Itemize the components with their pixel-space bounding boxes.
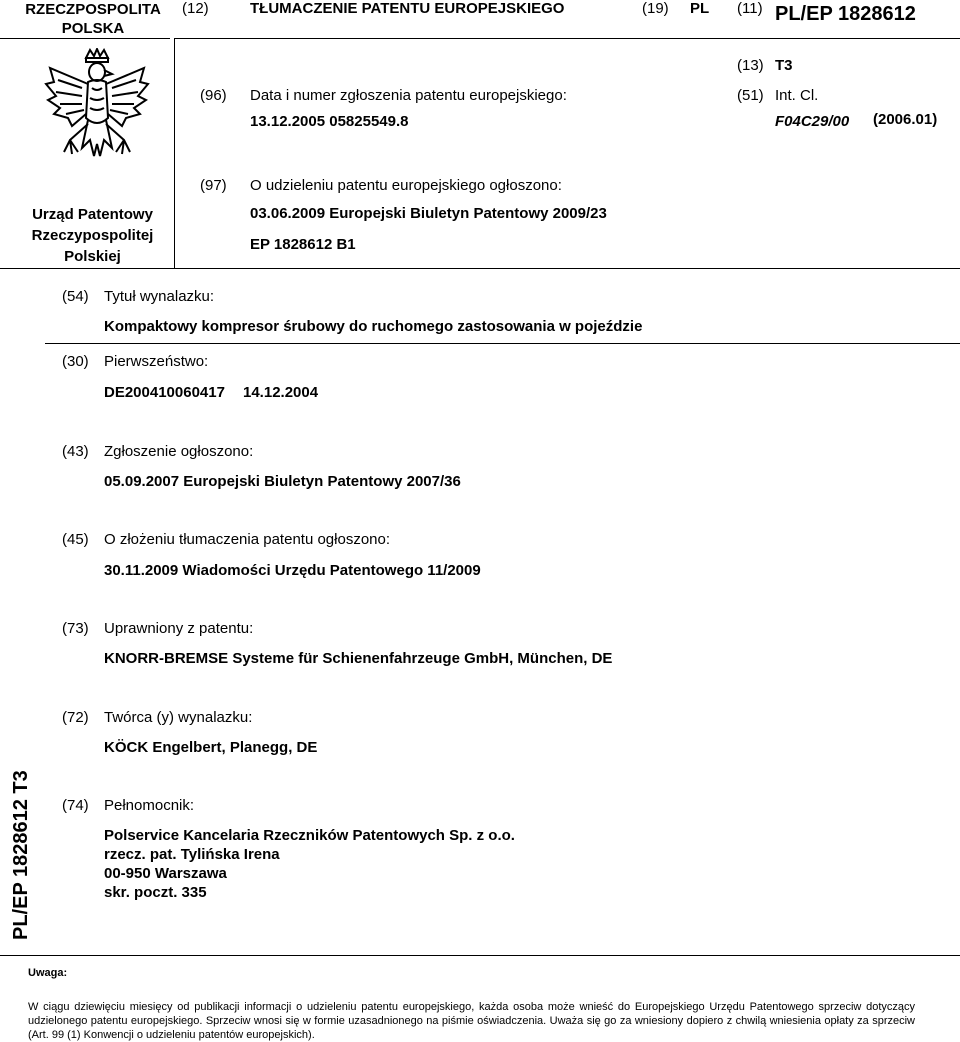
priority-date: 14.12.2004	[243, 384, 319, 401]
code-74: (74)	[62, 797, 89, 814]
code-51: (51)	[737, 87, 764, 104]
document-type: TŁUMACZENIE PATENTU EUROPEJSKIEGO	[250, 0, 565, 17]
office-name: Urząd Patentowy Rzeczypospolitej Polskiej	[31, 206, 154, 265]
code-43: (43)	[62, 443, 89, 460]
grant-label: O udzieleniu patentu europejskiego ogłoszono:	[250, 177, 562, 194]
code-19: (19)	[642, 0, 669, 17]
country-name: RZECZPOSPOLITA POLSKA	[25, 1, 161, 37]
translation-label: O złożeniu tłumaczenia patentu ogłoszono:	[104, 531, 391, 548]
grant-value: 03.06.2009 Europejski Biuletyn Patentowy 2009/23	[250, 205, 607, 222]
inventor-value: KÖCK Engelbert, Planegg, DE	[104, 739, 318, 756]
header-divider-left	[0, 38, 170, 39]
country-code: PL	[690, 0, 710, 17]
header-divider-right	[175, 38, 960, 39]
patent-number: PL/EP 1828612	[775, 3, 916, 25]
classification-version: (2006.01)	[873, 111, 938, 128]
attorney-line: 00-950 Warszawa	[104, 865, 227, 882]
notice-title: Uwaga:	[28, 967, 68, 979]
publication-value: 05.09.2007 Europejski Biuletyn Patentowy 2007/36	[104, 473, 461, 490]
code-11: (11)	[737, 0, 763, 17]
kind-code: T3	[775, 57, 793, 74]
priority-label: Pierwszeństwo:	[104, 353, 209, 370]
publication-label: Zgłoszenie ogłoszono:	[104, 443, 254, 460]
attorney-address	[104, 826, 515, 902]
inventor-label: Twórca (y) wynalazku:	[104, 709, 253, 726]
section-divider	[0, 268, 960, 269]
code-12: (12)	[182, 0, 209, 17]
title-divider	[45, 343, 960, 344]
code-45: (45)	[62, 531, 89, 548]
attorney-line: rzecz. pat. Tylińska Irena	[104, 846, 280, 863]
code-30: (30)	[62, 353, 89, 370]
code-54: (54)	[62, 288, 89, 305]
notice-text: W ciągu dziewięciu miesięcy od publikacji informacji o udzieleniu patentu europejskiego, każda osoba może wnieść do Europejskiego Urzędu Patentowego sprzeciw dotyczący udzielonego patentu europejskiego. Sprzeciw wnosi się w formie uzasadnionego na piśmie oświadczenia. Uważa się go za wniesiony dopiero z chwilą wniesienia opłaty za sprzeciw (Art. 99 (1) Konwencji o udzieleniu patentów europejskich).	[28, 1001, 915, 1041]
translation-value: 30.11.2009 Wiadomości Urzędu Patentowego 11/2009	[104, 562, 481, 579]
int-cl-label: Int. Cl.	[775, 87, 819, 104]
invention-title: Kompaktowy kompresor śrubowy do ruchomego zastosowania w pojeździe	[104, 318, 643, 335]
attorney-line: skr. poczt. 335	[104, 884, 207, 901]
code-73: (73)	[62, 620, 89, 637]
notice-divider	[0, 955, 960, 956]
proprietor-label: Uprawniony z patentu:	[104, 620, 254, 637]
polish-eagle-emblem-icon	[42, 48, 152, 178]
title-label: Tytuł wynalazku:	[104, 288, 215, 305]
attorney-line: Polservice Kancelaria Rzeczników Patentowych Sp. z o.o.	[104, 827, 515, 844]
application-label: Data i numer zgłoszenia patentu europejskiego:	[250, 87, 567, 104]
priority-number: DE200410060417	[104, 384, 225, 401]
classification: F04C29/00	[775, 113, 850, 130]
code-97: (97)	[200, 177, 227, 194]
proprietor-value: KNORR-BREMSE Systeme für Schienenfahrzeuge GmbH, München, DE	[104, 650, 613, 667]
attorney-label: Pełnomocnik:	[104, 797, 195, 814]
code-13: (13)	[737, 57, 764, 74]
header-vertical-divider	[174, 38, 175, 268]
code-96: (96)	[200, 87, 227, 104]
side-patent-label: PL/EP 1828612 T3	[10, 770, 32, 940]
code-72: (72)	[62, 709, 89, 726]
ep-number: EP 1828612 B1	[250, 236, 356, 253]
application-value: 13.12.2005 05825549.8	[250, 113, 409, 130]
